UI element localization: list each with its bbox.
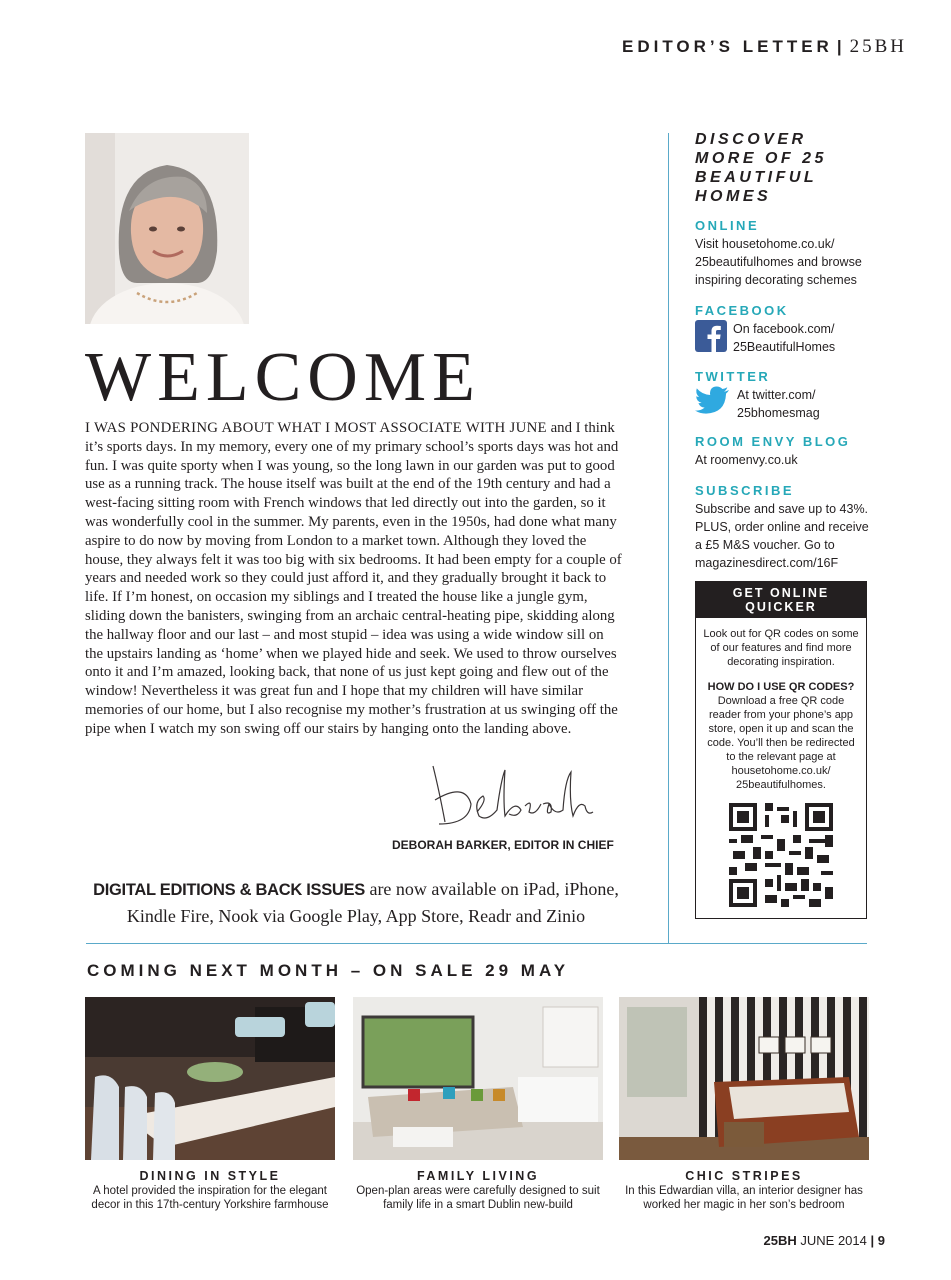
- signoff-name: DEBORAH BARKER, EDITOR IN CHIEF: [392, 838, 614, 852]
- preview-card-stripes[interactable]: [619, 997, 869, 1212]
- preview-description: A hotel provided the inspiration for the elegant decor in this 17th-century Yorkshire farmhouse: [91, 1185, 329, 1211]
- sidebar-divider: [668, 133, 669, 943]
- chic-stripes-bedroom-photo: [619, 997, 869, 1160]
- twitter-text: At twitter.com/ 25bhomesmag: [737, 388, 820, 420]
- page-number: 9: [877, 1233, 885, 1248]
- discover-title: DISCOVER MORE OF 25 BEAUTIFUL HOMES: [695, 131, 827, 205]
- section-divider: [86, 943, 867, 944]
- subscribe-text: Subscribe and save up to 43%. PLUS, order online and receive a £5 M&S voucher. Go to magazinesdirect.com/16F: [695, 502, 869, 570]
- preview-description: Open-plan areas were carefully designed to suit family life in a smart Dublin new-build: [356, 1185, 600, 1211]
- family-living-photo: [353, 997, 603, 1160]
- preview-title: CHIC STRIPES: [685, 1169, 803, 1183]
- qr-panel-title: GET ONLINE QUICKER: [696, 582, 866, 618]
- running-header: [622, 36, 907, 58]
- preview-description: In this Edwardian villa, an interior designer has worked her magic in her son’s bedroom: [625, 1185, 863, 1211]
- letter-text: and I think it’s sports days. In my memory, every one of my primary school’s sports days was hot and fun. I was quite sporty when I was young, so the long lawn in our garden was put to good use as a running track. The house itself was built at the end of the 19th century and had a west-facing sitting room with French windows that led directly out into the garden, so it was wonderfully cool in the summer. My parents, even in the 1950s, had done what many aspire to do now by moving from London to a market town. Although they loved the house, they always felt it was too big with six bedrooms. It had been empty for a couple of years and needed work so they could just afford it, and they gradually brought it back to life. If I’m honest, on occasion my siblings and I treated the house like a jungle gym, sliding down the banisters, swinging from an archaic central-heating pipe, skidding along the hallway floor and our last – and most stupid – idea was using a wide window sill on the upstairs landing as ‘home’ when we played hide and seek. We used to throw ourselves onto it and I’m amazed, looking back, that none of us just kept going and flew out of the window! Nevertheless it was great fun and I hope that my children will have similar memories of our home, but I also recognise my mother’s frustration at us swinging off the pipe when I watch my son swing off our stairs by hanging onto the landing above.: [85, 420, 622, 737]
- twitter-heading: TWITTER: [695, 369, 771, 384]
- facebook-icon: [695, 320, 727, 357]
- online-text: Visit housetohome.co.uk/ 25beautifulhomes and browse inspiring decorating schemes: [695, 237, 862, 287]
- preview-card-dining[interactable]: [85, 997, 335, 1212]
- preview-title: DINING IN STYLE: [139, 1169, 281, 1183]
- online-heading: ONLINE: [695, 218, 760, 233]
- footer-separator: |: [870, 1233, 875, 1248]
- digital-editions-title: DIGITAL EDITIONS & BACK ISSUES: [93, 881, 365, 899]
- facebook-text: On facebook.com/ 25BeautifulHomes: [733, 322, 836, 354]
- preview-card-family[interactable]: [353, 997, 603, 1212]
- blog-heading: ROOM ENVY BLOG: [695, 434, 851, 449]
- facebook-heading: FACEBOOK: [695, 303, 789, 318]
- letter-lead-in: I WAS PONDERING ABOUT WHAT I MOST ASSOCIATE WITH JUNE: [85, 420, 547, 436]
- qr-question: HOW DO I USE QR CODES?: [707, 681, 855, 693]
- twitter-bird-icon: [695, 386, 731, 421]
- editor-letter-body: [85, 419, 625, 739]
- subscribe-heading: SUBSCRIBE: [695, 483, 795, 498]
- qr-panel: [695, 581, 867, 919]
- footer-brand: 25BH: [763, 1233, 797, 1248]
- editor-portrait: [85, 133, 249, 324]
- section-label: EDITOR’S LETTER: [622, 37, 833, 56]
- editor-signature: [425, 760, 595, 835]
- blog-text: At roomenvy.co.uk: [695, 453, 798, 467]
- digital-editions: [86, 876, 626, 929]
- coming-next-title: COMING NEXT MONTH – ON SALE 29 MAY: [87, 961, 570, 980]
- discover-sidebar: [695, 130, 870, 586]
- header-separator: |: [836, 37, 846, 56]
- page-footer: [764, 1233, 885, 1248]
- preview-title: FAMILY LIVING: [416, 1169, 540, 1183]
- dining-room-photo: [85, 997, 335, 1160]
- welcome-title: WELCOME: [85, 339, 481, 416]
- qr-code-icon[interactable]: [729, 803, 833, 907]
- footer-issue: JUNE 2014: [800, 1233, 867, 1248]
- qr-answer: Download a free QR code reader from your phone’s app store, open it up and scan the code. You’ll then be redirected to the relevant page at housetohome.co.uk/ 25beautifulhomes.: [707, 695, 855, 791]
- qr-intro: Look out for QR codes on some of our features and find more decorating inspiration.: [703, 628, 859, 668]
- digital-editions-text: are now available on iPad, iPhone, Kindle Fire, Nook via Google Play, App Store, Readr and Zinio: [126, 879, 619, 926]
- header-brand: 25BH: [849, 36, 907, 57]
